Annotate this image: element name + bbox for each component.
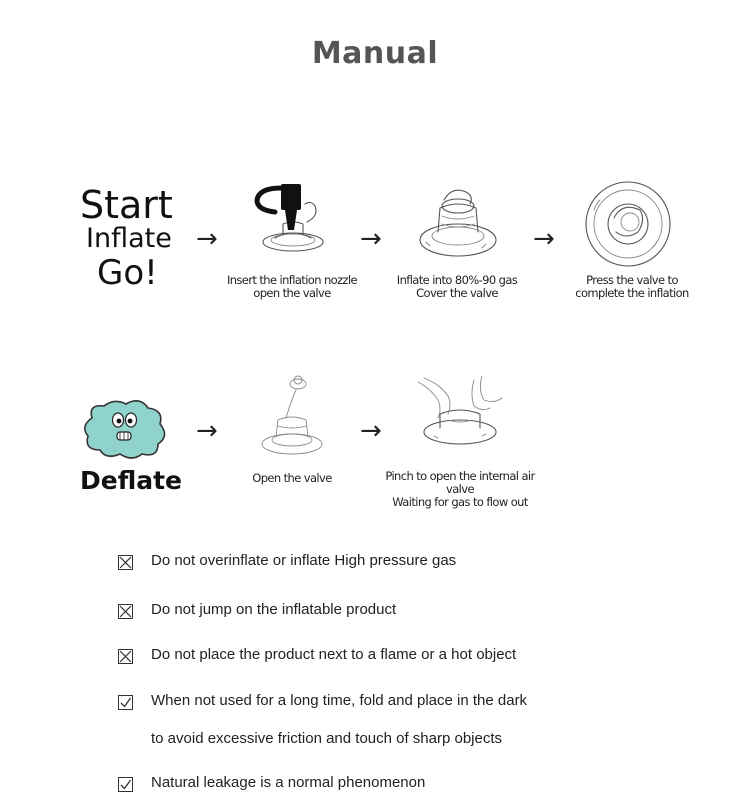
caption-line: Insert the inflation nozzle: [226, 273, 358, 287]
blob-mascot-icon: [78, 398, 170, 460]
crossed-box-icon: [118, 604, 133, 619]
open-valve-sketch-icon: [252, 370, 332, 460]
rule-item: [118, 553, 456, 578]
checked-box-icon: [118, 777, 133, 792]
rule-item: [118, 775, 425, 800]
rule-text: to avoid excessive friction and touch of sharp objects: [151, 730, 503, 747]
arrow-right-icon: →: [360, 416, 382, 446]
step-caption: [236, 472, 348, 485]
step-caption: [568, 274, 696, 300]
caption-line: Waiting for gas to flow out: [392, 495, 528, 509]
rule-text-block: [151, 693, 527, 756]
crossed-box-icon: [118, 649, 133, 664]
rule-item: [118, 693, 527, 756]
crossed-box-icon: [118, 555, 133, 570]
caption-line: Open the valve: [252, 471, 332, 485]
rule-text: Natural leakage is a normal phenomenon: [151, 774, 426, 791]
pinch-valve-sketch-icon: [412, 374, 508, 454]
inflate-word: Inflate: [86, 223, 172, 254]
caption-line: Pinch to open the internal air valve: [385, 469, 535, 496]
valve-cover-sketch-icon: [412, 186, 504, 264]
arrow-right-icon: →: [533, 224, 555, 254]
rule-text: When not used for a long time, fold and place in the dark: [151, 692, 528, 709]
step-caption: [392, 274, 522, 300]
step-caption: [222, 274, 362, 300]
go-word: Go!: [97, 253, 158, 293]
deflate-label: Deflate: [80, 466, 183, 495]
caption-line: Press the valve to: [586, 273, 678, 287]
caption-line: Cover the valve: [416, 286, 498, 300]
rule-item: [118, 647, 516, 672]
start-word: Start: [80, 183, 173, 227]
arrow-right-icon: →: [196, 224, 218, 254]
rule-text: Do not jump on the inflatable product: [151, 601, 397, 618]
arrow-right-icon: →: [196, 416, 218, 446]
caption-line: open the valve: [253, 286, 331, 300]
inflation-nozzle-valve-sketch-icon: [245, 180, 335, 260]
pressed-valve-sketch-icon: [582, 180, 674, 272]
rule-text: Do not overinflate or inflate High pressure gas: [151, 552, 457, 569]
rule-item: [118, 602, 396, 627]
caption-line: complete the inflation: [575, 286, 689, 300]
rule-text: Do not place the product next to a flame or a hot object: [151, 646, 517, 663]
step-caption: [370, 470, 550, 509]
page-title: Manual: [311, 36, 439, 71]
caption-line: Inflate into 80%-90 gas: [396, 273, 518, 287]
arrow-right-icon: →: [360, 224, 382, 254]
checked-box-icon: [118, 695, 133, 710]
